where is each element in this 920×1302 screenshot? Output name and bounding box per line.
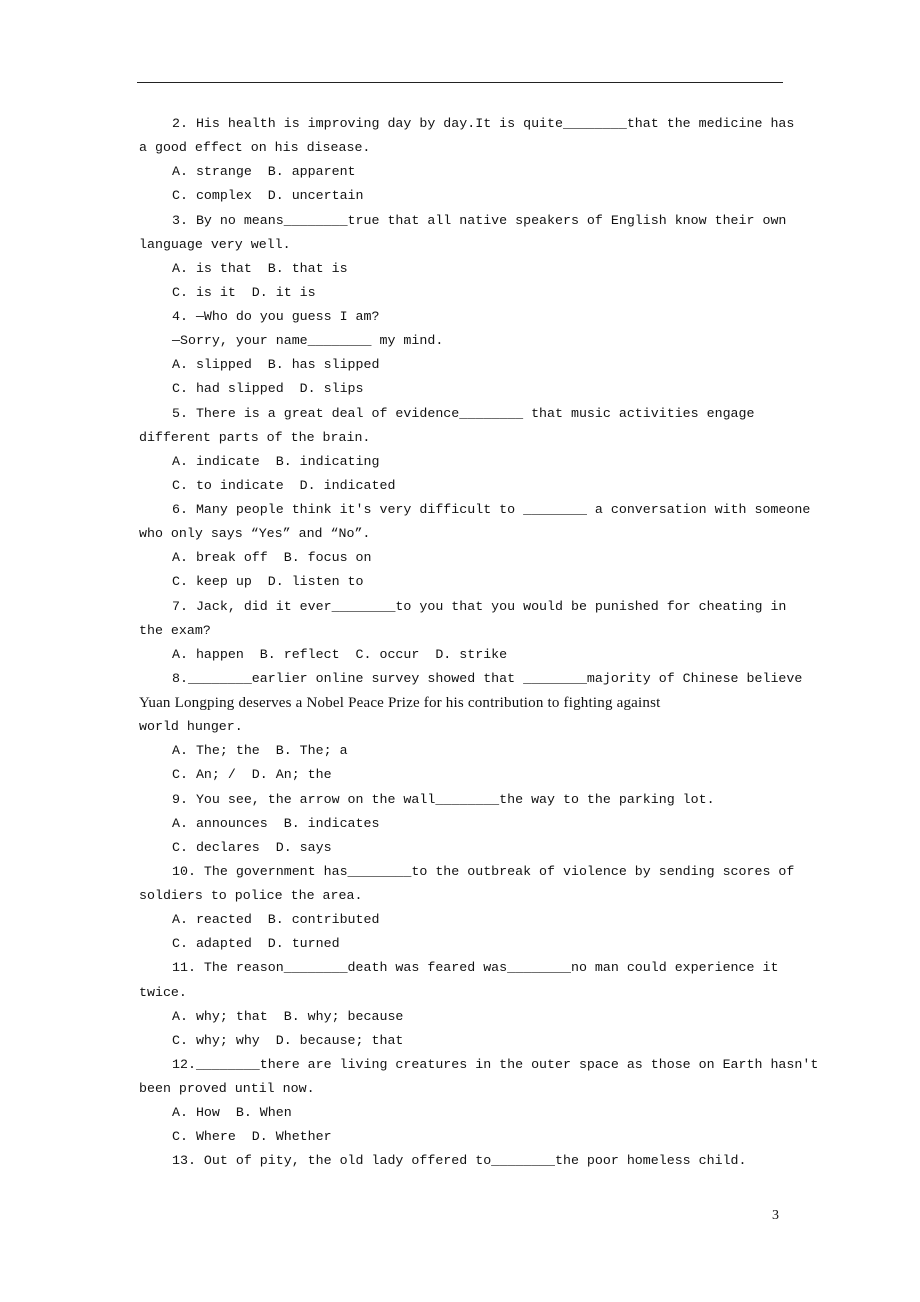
text-line: 3. By no means________true that all native speakers of English know their own xyxy=(172,212,787,228)
text-line: 9. You see, the arrow on the wall________the way to the parking lot. xyxy=(172,791,715,807)
text-line: 11. The reason________death was feared was________no man could experience it xyxy=(172,960,779,976)
text-line: who only says “Yes” and “No”. xyxy=(139,526,371,542)
text-line: A. reacted B. contributed xyxy=(172,912,380,928)
text-line: A. is that B. that is xyxy=(172,260,348,276)
text-line: 2. His health is improving day by day.It is quite________that the medicine has xyxy=(172,116,795,131)
text-line: C. why; why D. because; that xyxy=(172,1032,404,1048)
text-line: C. declares D. says xyxy=(172,839,332,855)
text-line: A. The; the B. The; a xyxy=(172,743,348,759)
text-line: 4. —Who do you guess I am? xyxy=(172,309,380,324)
text-line: C. An; / D. An; the xyxy=(172,767,332,783)
text-line: —Sorry, your name________ my mind. xyxy=(172,333,444,349)
text-line: C. to indicate D. indicated xyxy=(172,477,396,493)
text-line: A. why; that B. why; because xyxy=(172,1008,404,1024)
text-line: A. indicate B. indicating xyxy=(172,453,380,469)
text-line: world hunger. xyxy=(139,719,243,735)
text-line: 7. Jack, did it ever________to you that you would be punished for cheating in xyxy=(172,598,787,614)
text-line: A. break off B. focus on xyxy=(172,550,372,566)
text-line: C. keep up D. listen to xyxy=(172,574,364,590)
text-line: been proved until now. xyxy=(139,1081,315,1096)
text-line: C. had slipped D. slips xyxy=(172,381,364,397)
text-line: 5. There is a great deal of evidence________ that music activities engage xyxy=(172,405,755,421)
text-line: language very well. xyxy=(139,236,291,252)
text-line: C. adapted D. turned xyxy=(172,936,340,952)
text-line: A. announces B. indicates xyxy=(172,815,380,831)
question-text xyxy=(139,112,839,1174)
text-line: soldiers to police the area. xyxy=(139,888,363,903)
header-rule xyxy=(137,82,783,83)
text-line: A. slipped B. has slipped xyxy=(172,357,380,373)
text-line: C. is it D. it is xyxy=(172,284,316,300)
text-line: 8.________earlier online survey showed that ________majority of Chinese believe xyxy=(172,670,803,686)
text-line: C. complex D. uncertain xyxy=(172,188,364,204)
text-line: A. How B. When xyxy=(172,1105,292,1121)
text-line: A. strange B. apparent xyxy=(172,164,356,180)
text-line: different parts of the brain. xyxy=(139,429,371,445)
text-line: A. happen B. reflect C. occur D. strike xyxy=(172,646,508,662)
text-line: a good effect on his disease. xyxy=(139,140,371,156)
text-line: 12.________there are living creatures in the outer space as those on Earth hasn't xyxy=(172,1056,819,1072)
text-line: 10. The government has________to the outbreak of violence by sending scores of xyxy=(172,863,795,879)
text-line: Yuan Longping deserves a Nobel Peace Prize for his contribution to fighting against xyxy=(139,695,661,711)
text-line: twice. xyxy=(139,984,187,1000)
text-line: 13. Out of pity, the old lady offered to________the poor homeless child. xyxy=(172,1153,747,1169)
text-line: 6. Many people think it's very difficult to ________ a conversation with someone xyxy=(172,502,811,517)
text-line: C. Where D. Whether xyxy=(172,1129,332,1145)
page-number: 3 xyxy=(772,1208,779,1223)
text-line: the exam? xyxy=(139,622,211,638)
